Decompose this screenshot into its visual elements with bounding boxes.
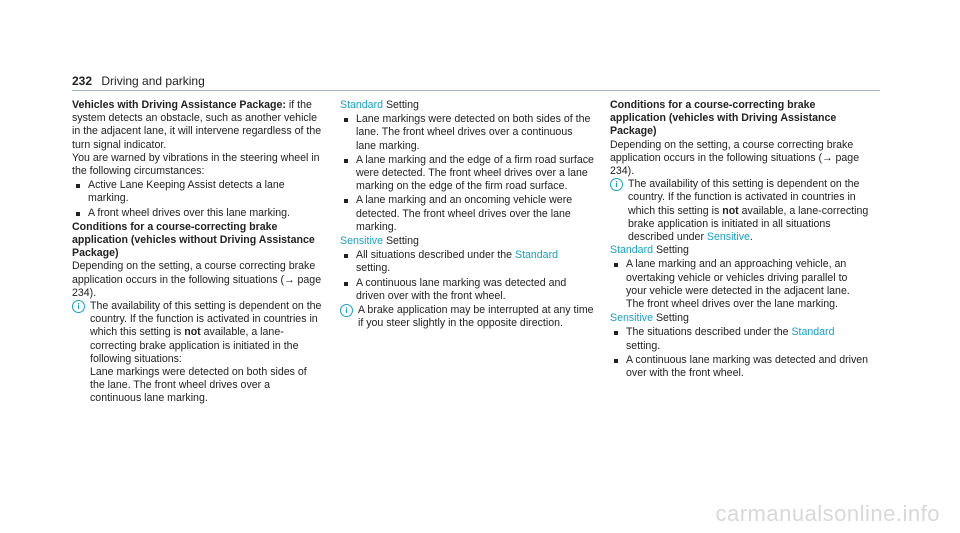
list-item: A continuous lane marking was detected and driven over with the front wheel. xyxy=(610,354,870,380)
standard-list xyxy=(340,113,595,234)
sensitive-list xyxy=(340,249,595,303)
watermark: carmanualsonline.info xyxy=(715,501,940,526)
column-right xyxy=(610,99,870,380)
standard-link[interactable]: Standard xyxy=(515,249,558,262)
sensitive-link[interactable]: Sensitive xyxy=(706,231,750,244)
page-header xyxy=(72,74,205,88)
standard-setting-label: Standard Setting xyxy=(610,244,689,257)
column-left xyxy=(72,99,322,406)
paragraph-setting: Depending on the setting, a course correcting brake application occurs in the following situations (→ page 234). xyxy=(610,138,860,178)
heading-without-dap: Conditions for a course-correcting brake application (vehicles without Driving Assistance Package) xyxy=(72,220,315,260)
list-item: A front wheel drives over this lane marking. xyxy=(72,207,322,220)
note-detail: Lane markings were detected on both sides of the lane. The front wheel drives over a continuous lane marking. xyxy=(90,366,307,405)
list-item: The situations described under the Standard setting. xyxy=(610,326,870,352)
info-note: i A brake application may be interrupted at any time if you steer slightly in the opposite direction. xyxy=(340,304,595,330)
list-item: A lane marking and an approaching vehicle, an overtaking vehicle or vehicles driving parallel to your vehicle were detected in the adjacent lane. The front wheel drives over the lane marking. xyxy=(610,258,870,311)
list-item: A lane marking and the edge of a firm road surface were detected. The front wheel drives over a lane marking on the edge of the firm road surface. xyxy=(340,154,595,194)
sensitive-link[interactable]: Sensitive xyxy=(610,312,653,325)
column-middle xyxy=(340,99,595,330)
standard-link[interactable]: Standard xyxy=(340,99,383,111)
standard-link[interactable]: Standard xyxy=(791,326,835,339)
list-item: Active Lane Keeping Assist detects a lane marking. xyxy=(72,179,322,205)
page-number: 232 xyxy=(72,74,93,88)
sensitive-setting-label: Sensitive Setting xyxy=(610,312,689,325)
sensitive-list xyxy=(610,326,870,380)
list-item: A lane marking and an oncoming vehicle were detected. The front wheel drives over the lane marking. xyxy=(340,194,595,234)
info-icon: i xyxy=(340,304,353,317)
standard-link[interactable]: Standard xyxy=(610,244,653,257)
paragraph-setting: Depending on the setting, a course correcting brake application occurs in the following situations (→ page 234). xyxy=(72,260,322,299)
standard-setting-label: Standard Setting xyxy=(340,99,419,111)
paragraph-vibration-warning: You are warned by vibrations in the steering wheel in the following circumstances: xyxy=(72,151,320,178)
section-title: Driving and parking xyxy=(101,74,205,88)
heading-with-dap: Conditions for a course-correcting brake application (vehicles with Driving Assistance Package) xyxy=(610,99,837,138)
sensitive-setting-label: Sensitive Setting xyxy=(340,235,419,248)
info-note: i The availability of this setting is dependent on the country. If the function is activated in countries in which this setting is not available, a lane-correcting brake application is initiated in all situations described under Sensitive. xyxy=(610,178,870,244)
list-item: All situations described under the Standard setting. xyxy=(340,249,595,275)
paragraph-vehicles-with-dap: Vehicles with Driving Assistance Package: if the system detects an obstacle, such as another vehicle in the adjacent lane, it will intervene regardless of the turn signal indicator. xyxy=(72,99,322,151)
list-item: A continuous lane marking was detected and driven over with the front wheel. xyxy=(340,277,595,303)
sensitive-link[interactable]: Sensitive xyxy=(340,235,383,248)
list-item: Lane markings were detected on both sides of the lane. The front wheel drives over a continuous lane marking. xyxy=(340,113,595,153)
vibration-list xyxy=(72,179,322,220)
header-divider xyxy=(72,90,880,91)
info-note: i The availability of this setting is dependent on the country. If the function is activated in countries in which this setting is not available, a lane-correcting brake application is initiated in the following situations: Lane markings were detected on both sides of the lane. The front wheel drives over a continuous lane marking. xyxy=(72,300,322,406)
standard-list xyxy=(610,258,870,311)
info-icon: i xyxy=(610,178,623,191)
info-icon: i xyxy=(72,300,85,313)
